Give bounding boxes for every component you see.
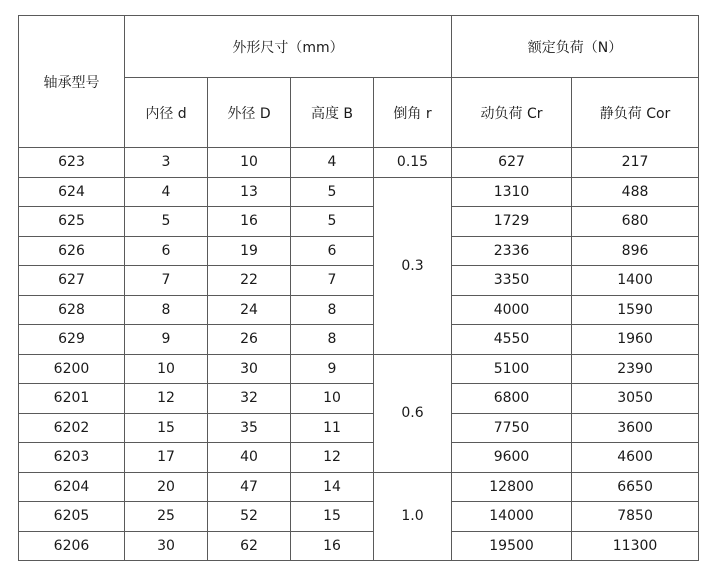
table-row — [19, 295, 699, 325]
cell-height: 7 — [291, 266, 374, 296]
cell-static-load: 1960 — [572, 325, 699, 355]
cell-static-load: 680 — [572, 207, 699, 237]
cell-model: 6201 — [19, 384, 125, 414]
header-chamfer: 倒角 r — [374, 78, 452, 148]
cell-model: 6203 — [19, 443, 125, 473]
cell-outer-diameter: 13 — [208, 177, 291, 207]
cell-outer-diameter: 26 — [208, 325, 291, 355]
cell-outer-diameter: 10 — [208, 148, 291, 178]
bearing-spec-table — [18, 15, 699, 561]
cell-height: 6 — [291, 236, 374, 266]
cell-height: 9 — [291, 354, 374, 384]
table-row — [19, 384, 699, 414]
cell-outer-diameter: 19 — [208, 236, 291, 266]
cell-dynamic-load: 5100 — [452, 354, 572, 384]
cell-static-load: 7850 — [572, 502, 699, 532]
cell-model: 629 — [19, 325, 125, 355]
cell-static-load: 1400 — [572, 266, 699, 296]
cell-dynamic-load: 7750 — [452, 413, 572, 443]
cell-height: 14 — [291, 472, 374, 502]
header-height: 高度 B — [291, 78, 374, 148]
table-row — [19, 207, 699, 237]
cell-dynamic-load: 14000 — [452, 502, 572, 532]
cell-height: 4 — [291, 148, 374, 178]
cell-outer-diameter: 62 — [208, 531, 291, 561]
cell-dynamic-load: 627 — [452, 148, 572, 178]
cell-outer-diameter: 40 — [208, 443, 291, 473]
table-row — [19, 531, 699, 561]
cell-static-load: 4600 — [572, 443, 699, 473]
table-row — [19, 148, 699, 178]
cell-outer-diameter: 35 — [208, 413, 291, 443]
cell-model: 6204 — [19, 472, 125, 502]
table-row — [19, 236, 699, 266]
table-row — [19, 354, 699, 384]
cell-outer-diameter: 24 — [208, 295, 291, 325]
cell-model: 6206 — [19, 531, 125, 561]
cell-height: 16 — [291, 531, 374, 561]
cell-static-load: 11300 — [572, 531, 699, 561]
cell-dynamic-load: 2336 — [452, 236, 572, 266]
cell-chamfer: 0.6 — [374, 354, 452, 472]
cell-inner-diameter: 30 — [125, 531, 208, 561]
cell-height: 12 — [291, 443, 374, 473]
cell-static-load: 488 — [572, 177, 699, 207]
cell-static-load: 6650 — [572, 472, 699, 502]
cell-dynamic-load: 1310 — [452, 177, 572, 207]
cell-inner-diameter: 5 — [125, 207, 208, 237]
cell-model: 624 — [19, 177, 125, 207]
cell-model: 625 — [19, 207, 125, 237]
cell-static-load: 1590 — [572, 295, 699, 325]
cell-static-load: 217 — [572, 148, 699, 178]
cell-inner-diameter: 15 — [125, 413, 208, 443]
table-body — [19, 148, 699, 561]
cell-model: 6202 — [19, 413, 125, 443]
table-row — [19, 325, 699, 355]
cell-dynamic-load: 19500 — [452, 531, 572, 561]
cell-chamfer: 1.0 — [374, 472, 452, 561]
cell-height: 15 — [291, 502, 374, 532]
cell-chamfer: 0.3 — [374, 177, 452, 354]
cell-height: 8 — [291, 295, 374, 325]
cell-chamfer: 0.15 — [374, 148, 452, 178]
header-row-1 — [19, 16, 699, 78]
cell-dynamic-load: 9600 — [452, 443, 572, 473]
cell-inner-diameter: 8 — [125, 295, 208, 325]
header-static-load: 静负荷 Cor — [572, 78, 699, 148]
table-row — [19, 413, 699, 443]
cell-model: 627 — [19, 266, 125, 296]
cell-dynamic-load: 3350 — [452, 266, 572, 296]
cell-dynamic-load: 4550 — [452, 325, 572, 355]
cell-inner-diameter: 3 — [125, 148, 208, 178]
cell-outer-diameter: 32 — [208, 384, 291, 414]
header-dynamic-load: 动负荷 Cr — [452, 78, 572, 148]
header-rated-load-group: 额定负荷（N） — [452, 16, 699, 78]
table-row — [19, 266, 699, 296]
cell-inner-diameter: 25 — [125, 502, 208, 532]
cell-outer-diameter: 16 — [208, 207, 291, 237]
header-inner-diameter: 内径 d — [125, 78, 208, 148]
cell-dynamic-load: 1729 — [452, 207, 572, 237]
cell-model: 628 — [19, 295, 125, 325]
cell-static-load: 896 — [572, 236, 699, 266]
cell-static-load: 2390 — [572, 354, 699, 384]
cell-inner-diameter: 20 — [125, 472, 208, 502]
header-outer-diameter: 外径 D — [208, 78, 291, 148]
cell-dynamic-load: 12800 — [452, 472, 572, 502]
cell-outer-diameter: 47 — [208, 472, 291, 502]
header-dimensions-group: 外形尺寸（mm） — [125, 16, 452, 78]
table-row — [19, 443, 699, 473]
cell-dynamic-load: 4000 — [452, 295, 572, 325]
cell-height: 11 — [291, 413, 374, 443]
cell-height: 8 — [291, 325, 374, 355]
cell-inner-diameter: 10 — [125, 354, 208, 384]
cell-inner-diameter: 12 — [125, 384, 208, 414]
cell-height: 10 — [291, 384, 374, 414]
cell-inner-diameter: 7 — [125, 266, 208, 296]
header-model: 轴承型号 — [19, 16, 125, 148]
cell-model: 623 — [19, 148, 125, 178]
cell-model: 6200 — [19, 354, 125, 384]
table-row — [19, 177, 699, 207]
cell-outer-diameter: 30 — [208, 354, 291, 384]
cell-static-load: 3050 — [572, 384, 699, 414]
table-row — [19, 502, 699, 532]
cell-inner-diameter: 17 — [125, 443, 208, 473]
cell-outer-diameter: 22 — [208, 266, 291, 296]
cell-height: 5 — [291, 177, 374, 207]
cell-inner-diameter: 9 — [125, 325, 208, 355]
cell-static-load: 3600 — [572, 413, 699, 443]
cell-dynamic-load: 6800 — [452, 384, 572, 414]
cell-model: 6205 — [19, 502, 125, 532]
cell-model: 626 — [19, 236, 125, 266]
cell-inner-diameter: 4 — [125, 177, 208, 207]
cell-inner-diameter: 6 — [125, 236, 208, 266]
table-row — [19, 472, 699, 502]
cell-height: 5 — [291, 207, 374, 237]
cell-outer-diameter: 52 — [208, 502, 291, 532]
